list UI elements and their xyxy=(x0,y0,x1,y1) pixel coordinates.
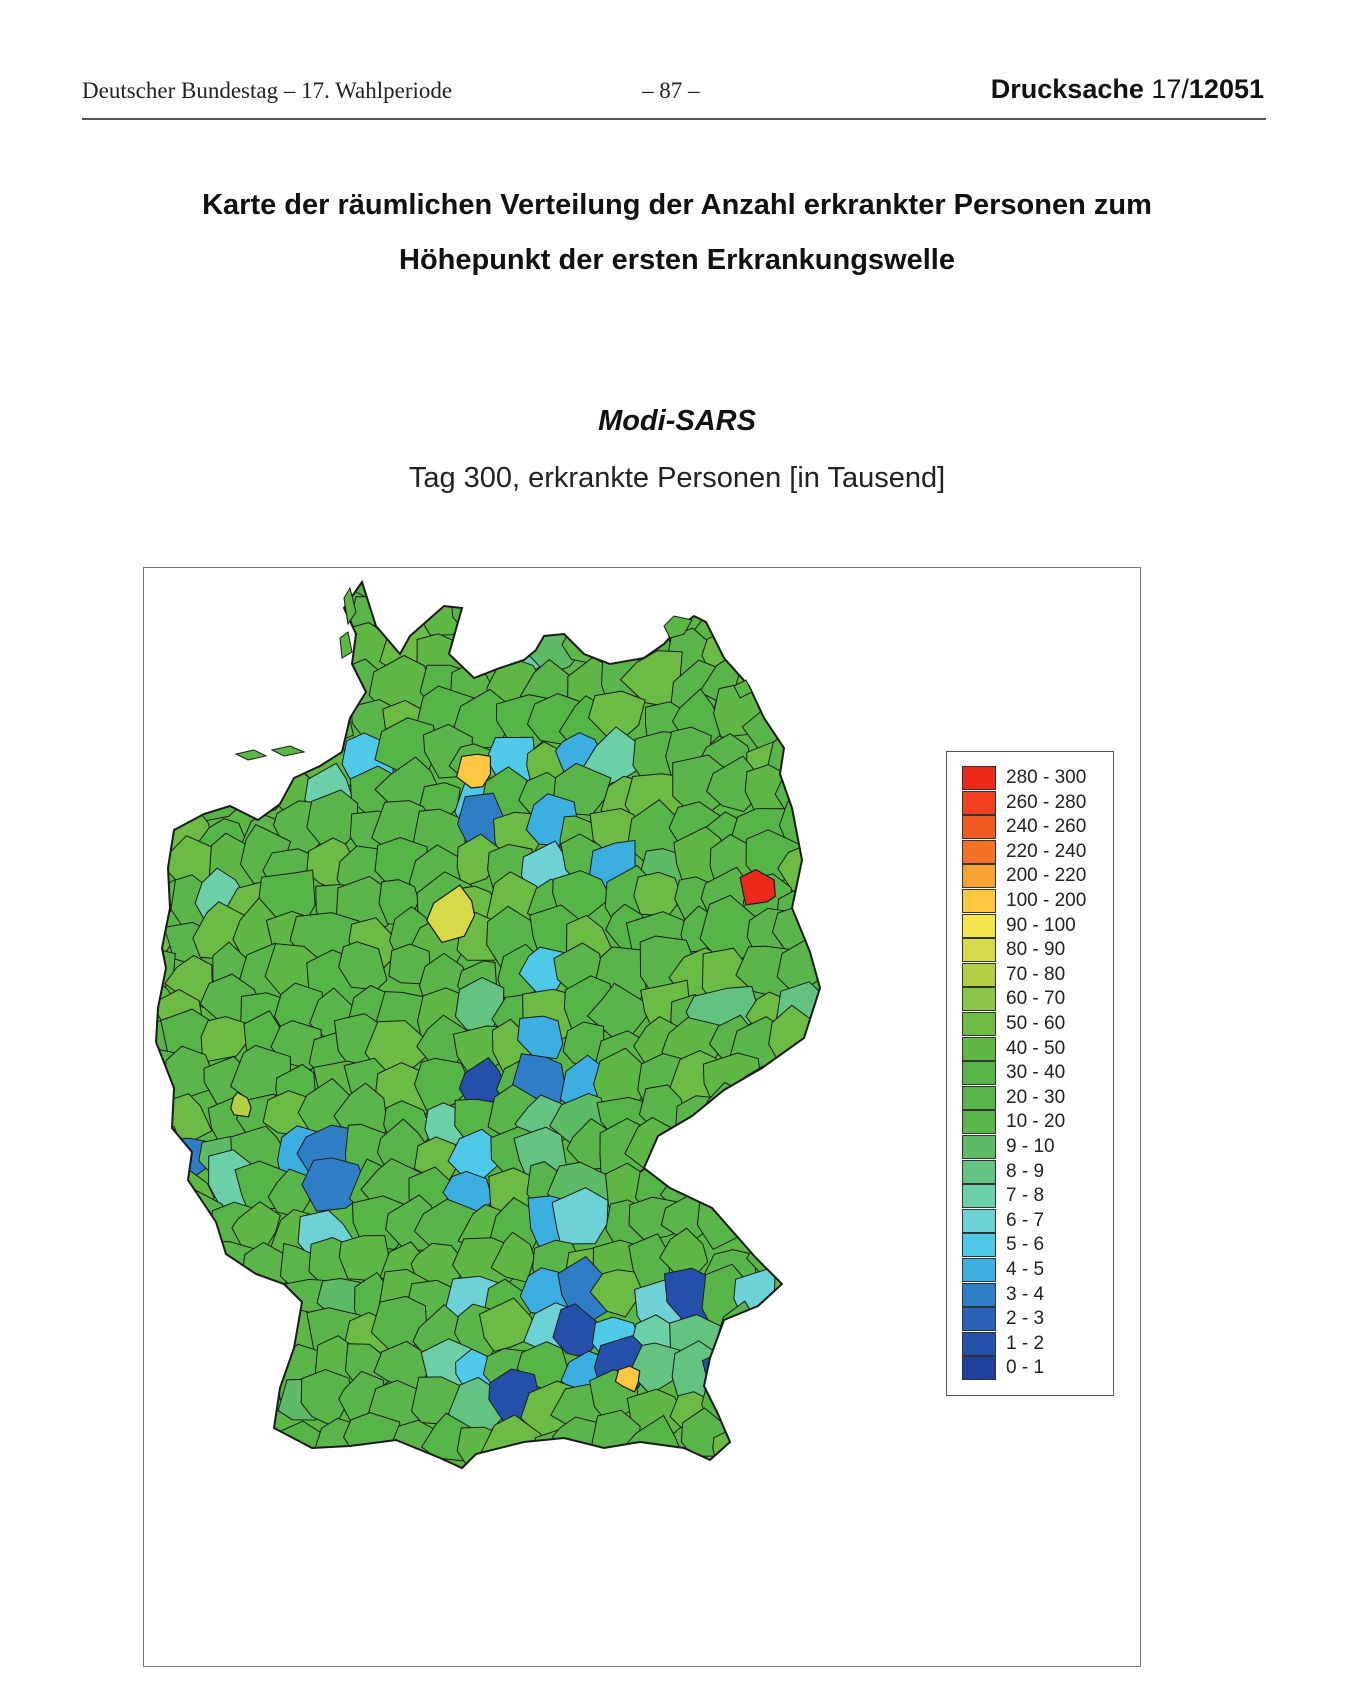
page-number: – 87 – xyxy=(642,78,700,103)
district-region xyxy=(555,568,610,597)
district-region xyxy=(421,568,478,612)
legend-label: 10 - 20 xyxy=(1006,1111,1066,1133)
district-region xyxy=(736,1131,792,1185)
district-region xyxy=(154,586,221,648)
district-region xyxy=(144,1203,177,1259)
district-region xyxy=(144,734,177,785)
island xyxy=(236,750,266,760)
district-region xyxy=(192,665,244,714)
district-region xyxy=(224,625,286,684)
legend-swatch xyxy=(962,1061,996,1085)
district-region xyxy=(738,1154,782,1210)
page-header xyxy=(82,74,1266,120)
map-caption: Tag 300, erkrankte Personen [in Tausend] xyxy=(408,462,946,494)
legend-swatch xyxy=(962,1356,996,1380)
doc-number-value: 12051 xyxy=(1188,74,1264,104)
district-region xyxy=(313,657,358,709)
district-region xyxy=(640,568,696,611)
district-region xyxy=(239,1285,287,1339)
legend-swatch xyxy=(962,864,996,888)
district-region xyxy=(167,655,228,715)
district-region xyxy=(746,1369,809,1431)
district-region xyxy=(741,1347,785,1387)
legend-swatch xyxy=(962,963,996,987)
legend-label: 240 - 260 xyxy=(1006,816,1087,838)
district-region xyxy=(274,663,328,709)
district-region xyxy=(144,1276,170,1318)
legend-label: 50 - 60 xyxy=(1006,1013,1066,1034)
district-region xyxy=(734,626,802,679)
legend-label: 200 - 220 xyxy=(1006,865,1087,887)
district-region xyxy=(766,1380,829,1436)
district-region xyxy=(739,1409,797,1462)
legend-label: 7 - 8 xyxy=(1006,1185,1045,1207)
district-region xyxy=(781,1406,843,1468)
legend-label: 80 - 90 xyxy=(1006,939,1066,961)
legend-label: 70 - 80 xyxy=(1006,963,1066,985)
legend-swatch xyxy=(962,1160,996,1184)
legend-label: 2 - 3 xyxy=(1006,1308,1045,1330)
district-region xyxy=(158,688,211,739)
legend-swatch xyxy=(962,1184,996,1208)
district-region xyxy=(209,693,256,748)
legend-swatch xyxy=(962,1283,996,1307)
district-region xyxy=(190,568,249,612)
legend-label: 3 - 4 xyxy=(1006,1283,1045,1305)
district-region xyxy=(768,1227,829,1284)
header-parliament-text: Deutscher Bundestag – 17. Wahlperiode xyxy=(82,78,453,103)
district-region xyxy=(165,1298,224,1361)
legend-label: 90 - 100 xyxy=(1006,914,1076,936)
district-region xyxy=(593,568,637,600)
district-region xyxy=(226,568,283,606)
legend-label: 9 - 10 xyxy=(1006,1136,1055,1157)
district-region xyxy=(144,774,181,832)
district-region xyxy=(771,1091,821,1151)
district-region xyxy=(534,568,592,617)
figure-title-line-1: Karte der räumlichen Verteilung der Anzahl erkrankter Personen zum xyxy=(202,189,1152,221)
district-region xyxy=(717,584,767,641)
district-region xyxy=(155,1418,205,1468)
district-region xyxy=(193,1305,251,1356)
district-region xyxy=(770,1123,824,1177)
legend-label: 20 - 30 xyxy=(1006,1086,1066,1108)
district-region xyxy=(737,568,782,609)
district-region xyxy=(761,568,820,617)
district-region xyxy=(144,1353,182,1403)
legend-swatch xyxy=(962,766,996,790)
legend-swatch xyxy=(962,889,996,913)
district-region xyxy=(175,1225,220,1286)
district-region xyxy=(513,579,568,642)
district-region xyxy=(488,568,547,601)
legend-swatch xyxy=(962,1233,996,1257)
legend-swatch xyxy=(962,987,996,1011)
legend-label: 30 - 40 xyxy=(1006,1062,1066,1084)
district-region xyxy=(782,1306,837,1370)
district-region xyxy=(197,1407,256,1468)
district-region xyxy=(741,1187,797,1259)
district-region xyxy=(233,1410,276,1466)
district-region xyxy=(166,738,219,797)
district-region xyxy=(778,1205,828,1256)
legend-swatch xyxy=(962,938,996,962)
district-region xyxy=(702,1129,766,1179)
legend-label: 5 - 6 xyxy=(1006,1234,1045,1256)
district-region xyxy=(173,1278,214,1328)
district-region xyxy=(774,1260,830,1321)
district-region xyxy=(144,1383,167,1440)
district-region xyxy=(676,1096,728,1144)
district-region xyxy=(776,615,819,674)
district-region xyxy=(245,649,290,703)
district-region xyxy=(739,1311,789,1367)
district-region xyxy=(170,568,221,603)
district-region xyxy=(144,568,169,610)
district-region xyxy=(276,613,325,666)
district-region xyxy=(245,693,289,748)
legend-swatch xyxy=(962,1110,996,1134)
legend-label: 280 - 300 xyxy=(1006,767,1087,788)
district-region xyxy=(784,682,844,746)
district-region xyxy=(391,568,429,600)
legend-swatch xyxy=(962,1135,996,1159)
district-region xyxy=(441,568,503,602)
district-region xyxy=(144,1414,174,1482)
district-region xyxy=(202,620,264,671)
district-region xyxy=(274,568,322,610)
legend-swatch xyxy=(962,1037,996,1061)
district-region xyxy=(144,576,186,639)
legend-swatch xyxy=(962,1086,996,1110)
district-region xyxy=(164,1383,217,1435)
district-region xyxy=(451,589,495,636)
district-region xyxy=(739,599,808,646)
legend-label: 1 - 2 xyxy=(1006,1332,1045,1354)
district-region xyxy=(144,1156,176,1211)
island xyxy=(272,746,304,756)
legend-label: 260 - 280 xyxy=(1006,791,1087,813)
island xyxy=(340,632,352,658)
district-region xyxy=(144,659,178,703)
figure-title-line-2: Höhepunkt der ersten Erkrankungswelle xyxy=(399,244,955,276)
district-region xyxy=(566,590,622,645)
district-region xyxy=(307,700,353,745)
legend-label: 8 - 9 xyxy=(1006,1160,1045,1182)
legend-swatch xyxy=(962,914,996,938)
district-region xyxy=(710,568,768,612)
district-region xyxy=(602,593,647,640)
district-region xyxy=(144,1233,186,1290)
district-region xyxy=(671,568,731,614)
scenario-title: Modi-SARS xyxy=(598,405,756,437)
legend-swatch xyxy=(962,1012,996,1036)
district-region xyxy=(241,1299,291,1362)
district-region xyxy=(482,584,542,638)
district-region xyxy=(198,725,249,777)
district-region xyxy=(195,581,248,631)
legend-swatch xyxy=(962,840,996,864)
district-region xyxy=(207,1346,260,1391)
district-region xyxy=(157,627,215,681)
district-region xyxy=(775,762,822,813)
map-legend xyxy=(946,751,1114,1396)
district-region xyxy=(144,1296,169,1358)
district-region xyxy=(215,1380,253,1428)
district-region xyxy=(741,1088,798,1153)
legend-label: 40 - 50 xyxy=(1006,1037,1066,1059)
district-region xyxy=(144,630,182,683)
legend-label: 6 - 7 xyxy=(1006,1209,1045,1231)
legend-swatch xyxy=(962,1258,996,1282)
district-region xyxy=(193,1265,246,1324)
district-region xyxy=(269,590,319,637)
district-region xyxy=(734,1269,792,1326)
district-region xyxy=(777,1047,826,1105)
district-region xyxy=(790,583,832,630)
legend-label: 0 - 1 xyxy=(1006,1357,1045,1379)
district-region xyxy=(772,655,828,714)
district-region xyxy=(774,1342,828,1403)
district-region xyxy=(234,597,294,656)
legend-label: 220 - 240 xyxy=(1006,840,1087,862)
document-number xyxy=(991,74,1264,105)
district-region xyxy=(162,1344,214,1406)
district-region xyxy=(144,698,180,748)
legend-swatch xyxy=(962,791,996,815)
legend-label: 100 - 200 xyxy=(1006,890,1087,911)
district-region xyxy=(658,1123,721,1193)
legend-swatch xyxy=(962,1332,996,1356)
legend-swatch xyxy=(962,1209,996,1233)
legend-swatch xyxy=(962,815,996,839)
legend-label: 60 - 70 xyxy=(1006,988,1066,1010)
district-region xyxy=(703,1053,763,1113)
legend-swatch xyxy=(962,1307,996,1331)
doc-label: Drucksache xyxy=(990,74,1152,104)
district-region xyxy=(780,1175,837,1226)
legend-label: 4 - 5 xyxy=(1006,1259,1045,1280)
doc-year: 17/ xyxy=(1151,74,1189,104)
